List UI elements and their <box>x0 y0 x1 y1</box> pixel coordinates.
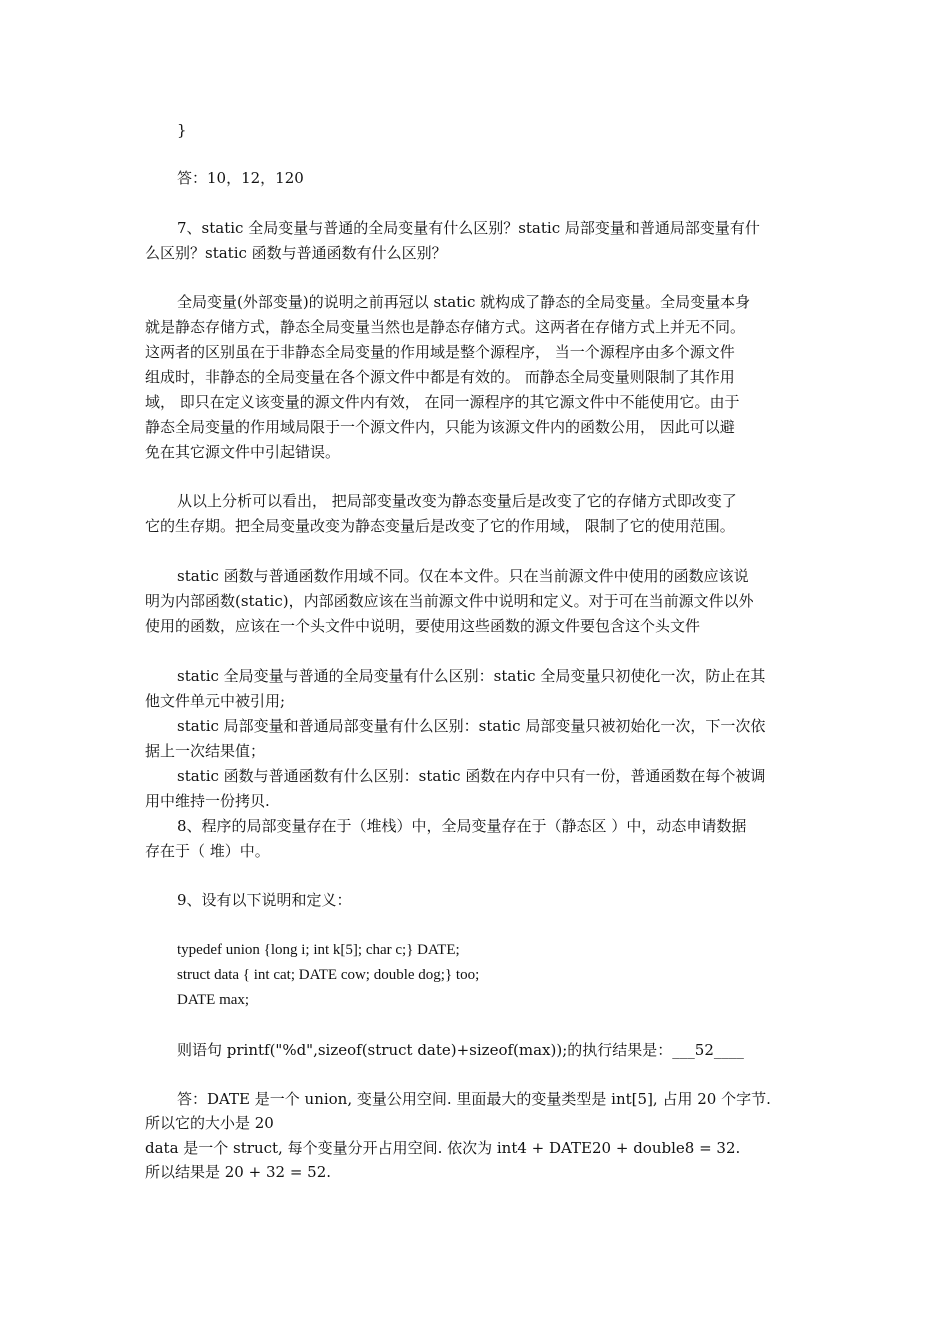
answer-line: 所以结果是 20 + 32 = 52. <box>145 1163 332 1181</box>
summary-line: static 函数与普通函数有什么区别：static 函数在内存中只有一份，普通函数在每个被调 <box>177 767 766 785</box>
paragraph-line: 就是静态存储方式，静态全局变量当然也是静态存储方式。这两者在存储方式上并无不同。 <box>145 318 746 336</box>
question-9: 9、设有以下说明和定义： <box>177 891 352 909</box>
paragraph-line: static 函数与普通函数作用域不同。仅在本文件。只在当前源文件中使用的函数应该说 <box>177 567 749 585</box>
code-line: DATE max; <box>177 992 250 1008</box>
summary-line: 用中维持一份拷贝. <box>145 792 270 810</box>
code-line: typedef union {long i; int k[5]; char c;} DATE; <box>177 942 460 958</box>
paragraph-line: 这两者的区别虽在于非静态全局变量的作用域是整个源程序， 当一个源程序由多个源文件 <box>145 343 735 361</box>
paragraph-line: 它的生存期。把全局变量改变为静态变量后是改变了它的作用域， 限制了它的使用范围。 <box>145 517 735 535</box>
paragraph-line: 明为内部函数(static)，内部函数应该在当前源文件中说明和定义。对于可在当前源文件以外 <box>145 592 754 610</box>
paragraph-line: 静态全局变量的作用域局限于一个源文件内，只能为该源文件内的函数公用， 因此可以避 <box>145 418 735 436</box>
printf-statement: 则语句 printf("%d",sizeof(struct date)+sizeof(max));的执行结果是：___52____ <box>177 1041 744 1059</box>
answer-line: 答：DATE 是一个 union, 变量公用空间. 里面最大的变量类型是 int[5], 占用 20 个字节. <box>177 1090 771 1108</box>
question-7-line: 么区别？static 函数与普通函数有什么区别？ <box>145 244 447 262</box>
paragraph-line: 免在其它源文件中引起错误。 <box>145 443 341 461</box>
paragraph-line: 全局变量(外部变量)的说明之前再冠以 static 就构成了静态的全局变量。全局变量本身 <box>177 293 751 311</box>
answer-line: data 是一个 struct, 每个变量分开占用空间. 依次为 int4 + DATE20 + double8 = 32. <box>145 1139 741 1157</box>
closing-brace: } <box>177 121 187 139</box>
summary-line: static 全局变量与普通的全局变量有什么区别：static 全局变量只初使化一次，防止在其 <box>177 667 766 685</box>
paragraph-line: 组成时，非静态的全局变量在各个源文件中都是有效的。 而静态全局变量则限制了其作用 <box>145 368 735 386</box>
paragraph-line: 使用的函数，应该在一个头文件中说明，要使用这些函数的源文件要包含这个头文件 <box>145 617 701 635</box>
question-8-line: 存在于（ 堆）中。 <box>145 842 270 860</box>
question-7-line: 7、static 全局变量与普通的全局变量有什么区别？static 局部变量和普通局部变量有什 <box>177 219 760 237</box>
paragraph-line: 域， 即只在定义该变量的源文件内有效， 在同一源程序的其它源文件中不能使用它。由于 <box>145 393 740 411</box>
summary-line: 据上一次结果值； <box>145 742 266 760</box>
question-8-line: 8、程序的局部变量存在于（堆栈）中，全局变量存在于（静态区 ）中，动态申请数据 <box>177 817 747 835</box>
paragraph-line: 从以上分析可以看出， 把局部变量改变为静态变量后是改变了它的存储方式即改变了 <box>177 492 737 510</box>
answer-line: 所以它的大小是 20 <box>145 1114 274 1132</box>
code-line: struct data { int cat; DATE cow; double dog;} too; <box>177 967 480 983</box>
summary-line: static 局部变量和普通局部变量有什么区别：static 局部变量只被初始化一次，下一次依 <box>177 717 766 735</box>
summary-line: 他文件单元中被引用; <box>145 692 286 710</box>
answer-q6: 答：10，12，120 <box>177 169 304 187</box>
